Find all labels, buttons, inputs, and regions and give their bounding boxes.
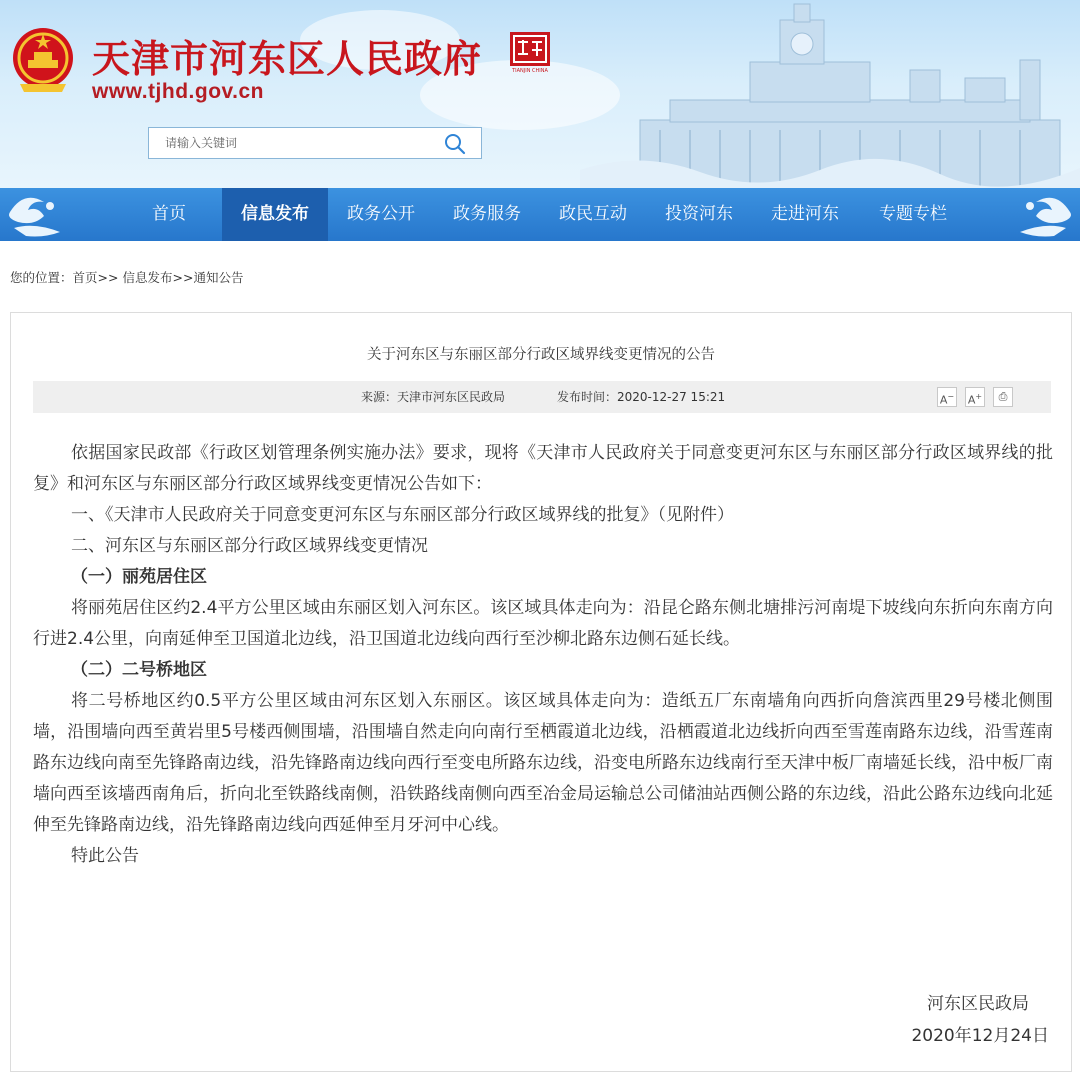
nav-item-home[interactable]: 首页 xyxy=(152,204,186,224)
seal-caption: TIANJIN CHINA xyxy=(512,68,548,74)
article-panel xyxy=(10,312,1072,1072)
article-source: 来源：天津市河东区民政局 xyxy=(361,390,506,404)
article-meta-bar xyxy=(33,381,1051,413)
breadcrumb-separator: >> xyxy=(97,270,119,285)
article-title: 关于河东区与东丽区部分行政区域界线变更情况的公告 xyxy=(367,347,715,363)
nav-item-invest-hedong[interactable]: 投资河东 xyxy=(665,204,733,224)
nav-item-government-services[interactable]: 政务服务 xyxy=(453,204,521,224)
search-icon[interactable] xyxy=(443,132,467,156)
breadcrumb-prefix: 您的位置： xyxy=(10,270,73,285)
article-publish-time: 发布时间：2020-12-27 15:21 xyxy=(557,390,726,404)
search-input[interactable] xyxy=(149,128,439,158)
font-larger-button[interactable] xyxy=(965,387,985,407)
font-larger-label: A xyxy=(967,393,976,407)
national-emblem-icon xyxy=(10,24,76,96)
font-smaller-button[interactable] xyxy=(937,387,957,407)
print-icon: ⎙ xyxy=(998,390,1008,403)
nav-item-citizen-interaction[interactable]: 政民互动 xyxy=(559,204,627,224)
breadcrumb-home[interactable]: 首页 xyxy=(72,270,98,285)
print-button[interactable] xyxy=(993,387,1013,407)
site-header xyxy=(0,0,1080,188)
article-paragraph: 二、河东区与东丽区部分行政区域界线变更情况 xyxy=(71,536,428,556)
article-subheading: （一）丽苑居住区 xyxy=(71,567,207,587)
article-subheading: （二）二号桥地区 xyxy=(71,660,207,680)
tianjin-station-skyline-illustration xyxy=(580,0,1080,188)
nav-item-about-hedong[interactable]: 走进河东 xyxy=(771,204,839,224)
article-paragraph: 将二号桥地区约0.5平方公里区域由河东区划入东丽区。该区域具体走向为：造纸五厂东南墙角向西折向詹滨西里29号楼北侧围墙，沿围墙向西至黄岩里5号楼西侧围墙，沿围墙自然走向向南行至栖霞道北边线，沿栖霞道北边线折向西至雪莲南路东边线，沿雪莲南路东边线向南至先锋路南边线，沿先锋路南边线向西行至变电所路东边线，沿变电所路东边线南行至天津中板厂南墙延长线，沿中板厂南墙向西至该墙西南角后，折向北至铁路线南侧，沿铁路线南侧向西至冶金局运输总公司储油站西侧公路的东边线，沿此公路东边线向北延伸至先锋路南边线，沿先锋路南边线向西延伸至月牙河中心线。 xyxy=(33,691,1053,835)
article-signature: 河东区民政局 xyxy=(927,994,1029,1014)
site-url: www.tjhd.gov.cn xyxy=(92,80,264,103)
breadcrumb xyxy=(10,268,243,286)
main-nav xyxy=(0,188,1080,241)
article-paragraph: 特此公告 xyxy=(71,846,139,866)
search-box xyxy=(148,127,482,159)
nav-item-special-topics[interactable]: 专题专栏 xyxy=(879,204,947,224)
wave-decoration-icon xyxy=(4,182,84,246)
breadcrumb-notices[interactable]: 通知公告 xyxy=(193,270,244,285)
nav-item-info-release[interactable]: 信息发布 xyxy=(222,188,328,241)
nav-item-government-affairs[interactable]: 政务公开 xyxy=(347,204,415,224)
site-title: 天津市河东区人民政府 xyxy=(92,36,483,81)
plus-icon: + xyxy=(975,392,983,401)
article-paragraph: 将丽苑居住区约2.4平方公里区域由东丽区划入河东区。该区域具体走向为：沿昆仑路东侧北塘排污河南堤下坡线向东折向东南方向行进2.4公里，向南延伸至卫国道北边线，沿卫国道北边线向西行至沙柳北路东边侧石延长线。 xyxy=(33,598,1053,649)
font-smaller-label: A xyxy=(939,393,948,407)
breadcrumb-info-release[interactable]: 信息发布 xyxy=(122,270,173,285)
tianjin-seal-logo xyxy=(508,30,552,74)
wave-decoration-icon xyxy=(996,182,1076,246)
article-body xyxy=(33,438,1053,872)
minus-icon: − xyxy=(947,392,955,401)
breadcrumb-separator: >> xyxy=(172,270,194,285)
article-date: 2020年12月24日 xyxy=(911,1026,1049,1046)
article-paragraph: 依据国家民政部《行政区划管理条例实施办法》要求，现将《天津市人民政府关于同意变更河东区与东丽区部分行政区域界线的批复》和河东区与东丽区部分行政区域界线变更情况公告如下： xyxy=(33,443,1053,494)
article-paragraph: 一、《天津市人民政府关于同意变更河东区与东丽区部分行政区域界线的批复》（见附件） xyxy=(71,505,734,525)
